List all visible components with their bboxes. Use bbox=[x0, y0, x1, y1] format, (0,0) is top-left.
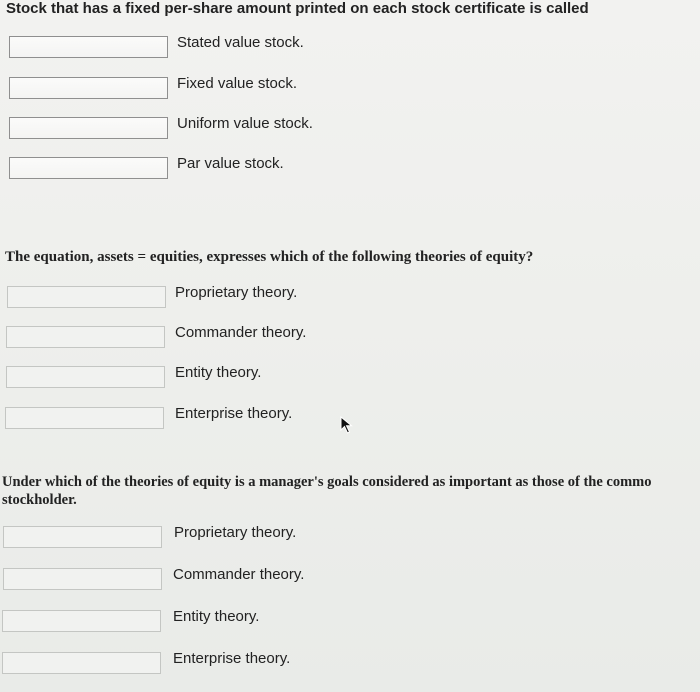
question-1-option-1[interactable] bbox=[0, 36, 700, 60]
answer-box[interactable] bbox=[2, 652, 161, 674]
answer-box[interactable] bbox=[6, 366, 165, 388]
question-3-prompt-line-2: stockholder. bbox=[2, 492, 77, 508]
question-3-prompt-line-1: Under which of the theories of equity is a manager's goals considered as important as those of the commo bbox=[2, 474, 652, 490]
question-3-option-2[interactable] bbox=[0, 568, 700, 592]
question-2-option-2[interactable] bbox=[0, 326, 700, 350]
question-1-prompt: Stock that has a fixed per-share amount printed on each stock certificate is called bbox=[6, 0, 589, 17]
answer-box[interactable] bbox=[9, 117, 168, 139]
question-1-option-2[interactable] bbox=[0, 77, 700, 101]
option-label: Proprietary theory. bbox=[174, 524, 297, 541]
answer-box[interactable] bbox=[5, 407, 164, 429]
option-label: Proprietary theory. bbox=[175, 284, 298, 301]
question-1-option-3[interactable] bbox=[0, 117, 700, 141]
option-label: Par value stock. bbox=[177, 155, 284, 172]
question-2-option-1[interactable] bbox=[0, 286, 700, 310]
question-2-option-3[interactable] bbox=[0, 366, 700, 390]
question-2-prompt: The equation, assets = equities, expresses which of the following theories of equity? bbox=[5, 249, 534, 265]
answer-box[interactable] bbox=[3, 568, 162, 590]
option-label: Enterprise theory. bbox=[175, 405, 293, 422]
question-1-option-4[interactable] bbox=[0, 157, 700, 181]
option-label: Commander theory. bbox=[173, 566, 305, 583]
option-label: Fixed value stock. bbox=[177, 75, 298, 92]
option-label: Entity theory. bbox=[173, 608, 260, 625]
answer-box[interactable] bbox=[6, 326, 165, 348]
option-label: Entity theory. bbox=[175, 364, 262, 381]
mouse-pointer-icon bbox=[340, 416, 354, 434]
answer-box[interactable] bbox=[3, 526, 162, 548]
option-label: Commander theory. bbox=[175, 324, 307, 341]
option-label: Uniform value stock. bbox=[177, 115, 313, 132]
question-3-option-1[interactable] bbox=[0, 526, 700, 550]
question-3-option-3[interactable] bbox=[0, 610, 700, 634]
option-label: Enterprise theory. bbox=[173, 650, 291, 667]
answer-box[interactable] bbox=[9, 36, 168, 58]
question-3-option-4[interactable] bbox=[0, 652, 700, 676]
answer-box[interactable] bbox=[7, 286, 166, 308]
answer-box[interactable] bbox=[9, 157, 168, 179]
option-label: Stated value stock. bbox=[177, 34, 304, 51]
answer-box[interactable] bbox=[2, 610, 161, 632]
answer-box[interactable] bbox=[9, 77, 168, 99]
